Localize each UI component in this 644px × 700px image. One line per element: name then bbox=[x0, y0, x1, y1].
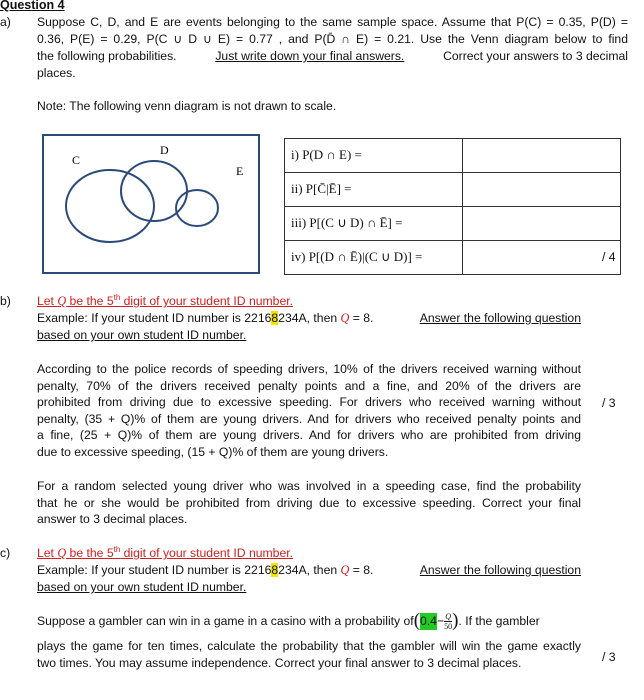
para-line: due to excessive speeding, (15 + Q)% of them are young drivers. bbox=[37, 444, 389, 459]
part-c-let bbox=[37, 545, 293, 562]
table-row bbox=[285, 139, 621, 173]
example-digit: 8 bbox=[271, 563, 279, 577]
let-post: digit of your student ID number. bbox=[120, 546, 294, 560]
example-instruction: Answer the following question bbox=[419, 563, 581, 577]
part-a-label: a) bbox=[0, 15, 11, 29]
example-text bbox=[37, 310, 373, 327]
example-q: Q bbox=[340, 311, 350, 325]
part-b-para1 bbox=[37, 361, 581, 461]
venn-svg bbox=[42, 134, 260, 274]
open-paren: ( bbox=[413, 610, 421, 632]
example-pre: Example: If your student ID number is 2216 bbox=[37, 563, 272, 577]
gamble-minus: − bbox=[436, 614, 445, 629]
para-line: that he or she would be prohibited from driving due to excessive speeding. Correct your final bbox=[37, 495, 581, 510]
question-heading: Question 4 bbox=[0, 0, 65, 12]
example-pre: Example: If your student ID number is 2216 bbox=[37, 311, 272, 325]
gamble-fraction bbox=[444, 612, 452, 631]
answer-cell[interactable] bbox=[463, 173, 621, 207]
table-question: iv) P[(D ∩ Ē)|(C ∪ D)] = bbox=[285, 241, 463, 275]
answer-cell[interactable] bbox=[463, 207, 621, 241]
part-c-example-line2: based on your own student ID number. bbox=[37, 580, 247, 594]
para-line: penalty, (35 + Q)% of them are young drivers. And for drivers who received penalty points and bbox=[37, 411, 581, 426]
fraction-numerator: Q bbox=[445, 612, 451, 621]
part-c-gamble-line2: plays the game for ten times, calculate the probability that the gambler will win the game exactly bbox=[37, 639, 581, 653]
part-a-line3-post: Correct your answers to 3 decimal bbox=[443, 49, 628, 63]
let-mid: be the 5 bbox=[66, 294, 114, 308]
table-row bbox=[285, 241, 621, 275]
part-a-line1: Suppose C, D, and E are events belonging to the same sample space. Assume that P(C) = 0.35, P(D) = bbox=[37, 15, 628, 29]
venn-label-c: C bbox=[72, 153, 81, 167]
part-b-let bbox=[37, 293, 293, 310]
para-line: penalty, 70% of the drivers received penalty points and a fine, and 20% of the drivers are bbox=[37, 378, 581, 393]
answer-cell[interactable] bbox=[463, 241, 621, 275]
gamble-post: . If the gambler bbox=[458, 614, 540, 629]
example-mid: 234A, then bbox=[278, 563, 341, 577]
example-mid: 234A, then bbox=[278, 311, 341, 325]
example-text bbox=[37, 562, 373, 579]
fraction-denominator: 50 bbox=[444, 622, 453, 631]
part-b-para2 bbox=[37, 478, 581, 528]
part-a-line3-pre: the following probabilities. bbox=[37, 49, 177, 63]
part-a-instruction: Just write down your final answers. bbox=[215, 49, 405, 63]
table-row bbox=[285, 207, 621, 241]
probability-table bbox=[284, 138, 621, 275]
let-q: Q bbox=[57, 294, 67, 308]
let-sup: th bbox=[113, 292, 121, 302]
example-instruction: Answer the following question bbox=[419, 311, 581, 325]
gamble-prob-value: 0.4 bbox=[420, 614, 437, 629]
example-q: Q bbox=[340, 563, 350, 577]
part-b-example-line2: based on your own student ID number. bbox=[37, 328, 247, 342]
venn-label-d: D bbox=[160, 143, 169, 157]
part-b-example bbox=[37, 310, 581, 327]
part-a-line4: places. bbox=[37, 66, 76, 80]
part-c-gamble-line3: two times. You may assume independence. Correct your final answer to 3 decimal places. bbox=[37, 656, 522, 670]
part-b-label: b) bbox=[0, 294, 11, 308]
part-c-marks: / 3 bbox=[602, 650, 616, 664]
part-a-line3 bbox=[37, 48, 628, 65]
example-digit: 8 bbox=[271, 311, 279, 325]
example-eq: = 8. bbox=[349, 311, 374, 325]
let-sup: th bbox=[113, 544, 121, 554]
table-question: ii) P[C̄|Ē] = bbox=[285, 173, 463, 207]
let-q: Q bbox=[57, 546, 67, 560]
example-eq: = 8. bbox=[349, 563, 374, 577]
part-c-example bbox=[37, 562, 581, 579]
venn-note: Note: The following venn diagram is not drawn to scale. bbox=[37, 99, 337, 113]
para-line: According to the police records of speeding drivers, 10% of the drivers received warning without bbox=[37, 362, 581, 376]
para-line: prohibited from driving due to excessive speeding. For drivers who received warning without bbox=[37, 395, 581, 410]
venn-label-e: E bbox=[236, 164, 244, 178]
close-paren: ) bbox=[452, 610, 459, 632]
part-a-line2: 0.36, P(E) = 0.29, P(C ∪ D ∪ E) = 0.77 , and P(D̄ ∩ E) = 0.21. Use the Venn diagram below to find bbox=[37, 32, 628, 46]
venn-circle-c bbox=[66, 170, 154, 242]
para-line: a fine, (25 + Q)% of them are young drivers. And for drivers who are prohibited from driving bbox=[37, 428, 581, 443]
let-pre: Let bbox=[37, 546, 58, 560]
table-row bbox=[285, 173, 621, 207]
para-line: answer to 3 decimal places. bbox=[37, 512, 188, 527]
part-b-marks: / 3 bbox=[602, 396, 616, 410]
para-line: For a random selected young driver who was involved in a speeding case, find the probability bbox=[37, 479, 581, 493]
part-c-gamble-line1 bbox=[37, 612, 581, 631]
gamble-pre: Suppose a gambler can win in a game in a casino with a probability of bbox=[37, 614, 414, 629]
let-pre: Let bbox=[37, 294, 58, 308]
venn-diagram bbox=[42, 134, 260, 274]
part-c-label: c) bbox=[0, 546, 11, 560]
table-question: i) P(D ∩ E) = bbox=[285, 139, 463, 173]
part-a-marks: / 4 bbox=[602, 250, 616, 264]
answer-cell[interactable] bbox=[463, 139, 621, 173]
let-post: digit of your student ID number. bbox=[120, 294, 294, 308]
table-question: iii) P[(C ∪ D) ∩ Ē] = bbox=[285, 207, 463, 241]
let-mid: be the 5 bbox=[66, 546, 114, 560]
